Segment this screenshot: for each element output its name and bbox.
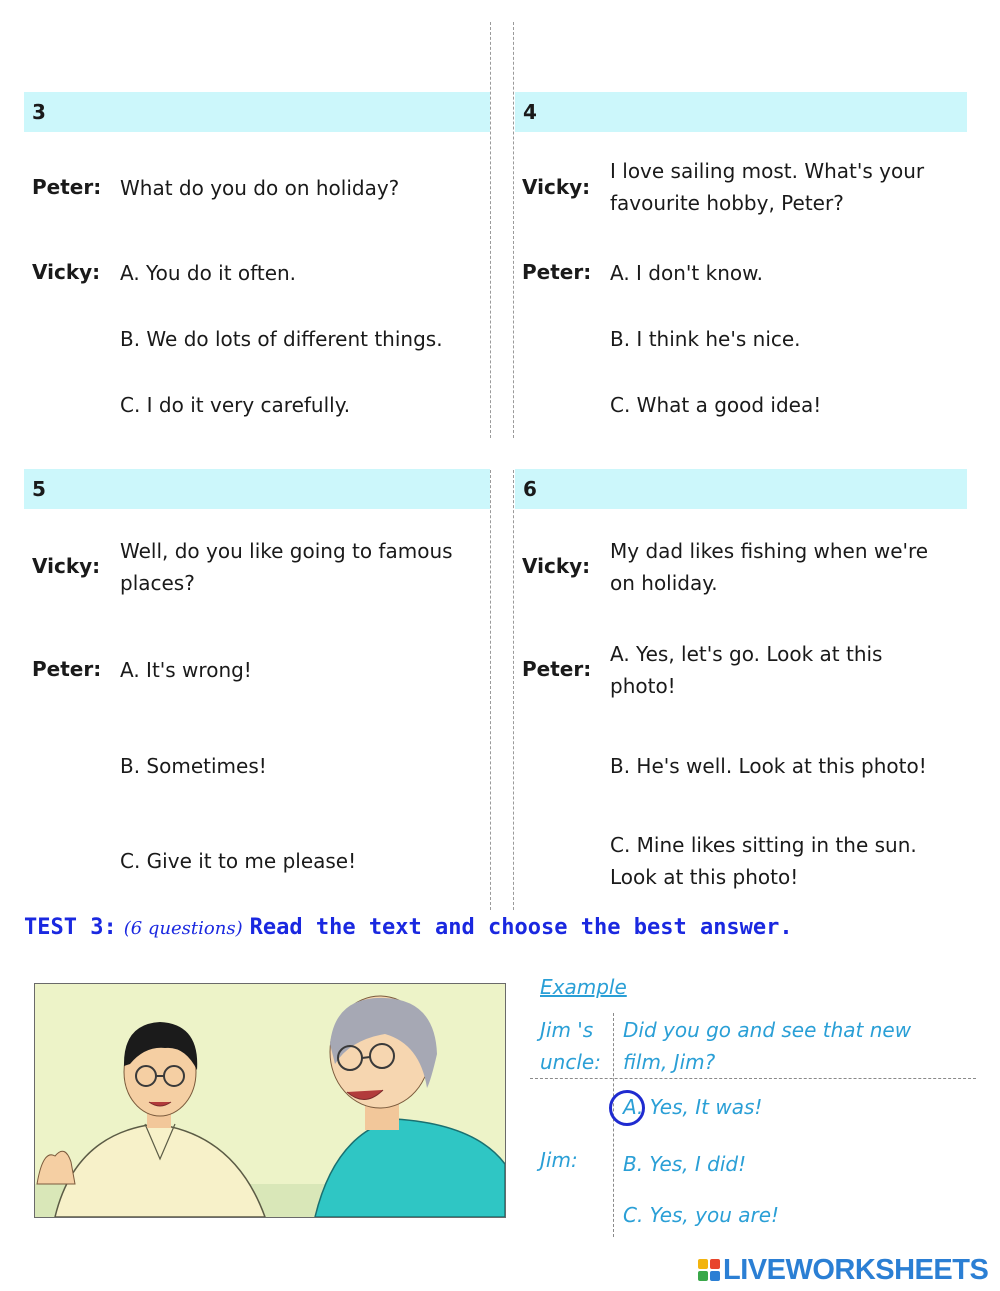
question-number: 3: [32, 100, 46, 124]
option-c-line1[interactable]: C. Mine likes sitting in the sun.: [610, 833, 917, 857]
option-b[interactable]: B. I think he's nice.: [610, 327, 801, 351]
example-speaker-line1: Jim 's: [540, 1018, 594, 1042]
logo-mark-icon: [698, 1259, 720, 1281]
example-option-c: C. Yes, you are!: [623, 1203, 780, 1227]
question-5-header: [24, 469, 490, 509]
prompt-text-line2: on holiday.: [610, 571, 718, 595]
liveworksheets-logo[interactable]: [698, 1254, 988, 1286]
test-label: TEST 3:: [24, 915, 117, 940]
option-a-line1[interactable]: A. Yes, let's go. Look at this: [610, 642, 883, 666]
selected-answer-circle: [609, 1090, 645, 1126]
prompt-speaker: Peter:: [32, 175, 102, 199]
prompt-speaker: Vicky:: [522, 554, 591, 578]
prompt-speaker: Vicky:: [32, 554, 101, 578]
question-number: 6: [523, 477, 537, 501]
prompt-text-line2: places?: [120, 571, 195, 595]
option-b[interactable]: B. Sometimes!: [120, 754, 267, 778]
prompt-text: What do you do on holiday?: [120, 176, 400, 200]
example-divider: [530, 1078, 976, 1079]
example-option-b: B. Yes, I did!: [623, 1152, 747, 1176]
example-question-line1: Did you go and see that new: [623, 1018, 912, 1042]
test-3-title: [24, 910, 793, 947]
example-speaker-line2: uncle:: [540, 1050, 601, 1074]
example-option-a-letter: A.: [623, 1095, 644, 1119]
column-divider: [490, 22, 491, 438]
option-b[interactable]: B. He's well. Look at this photo!: [610, 754, 927, 778]
question-6-header: [515, 469, 967, 509]
question-3-header: [24, 92, 490, 132]
prompt-text-line1: Well, do you like going to famous: [120, 539, 453, 563]
option-a[interactable]: A. It's wrong!: [120, 658, 252, 682]
column-divider: [513, 22, 514, 438]
option-c[interactable]: C. I do it very carefully.: [120, 393, 351, 417]
question-number: 5: [32, 477, 46, 501]
prompt-speaker: Vicky:: [522, 175, 591, 199]
answer-speaker: Peter:: [522, 657, 592, 681]
answer-speaker: Peter:: [522, 260, 592, 284]
option-b[interactable]: B. We do lots of different things.: [120, 327, 443, 351]
answer-speaker: Peter:: [32, 657, 102, 681]
boy-and-uncle-illustration: [35, 984, 505, 1217]
option-a[interactable]: A. You do it often.: [120, 261, 297, 285]
question-number: 4: [523, 100, 537, 124]
option-c[interactable]: C. Give it to me please!: [120, 849, 357, 873]
question-count: (6 questions): [123, 918, 243, 939]
question-4-header: [515, 92, 967, 132]
column-divider: [490, 470, 491, 910]
option-c-line2[interactable]: Look at this photo!: [610, 865, 799, 889]
test-instruction: Read the text and choose the best answer.: [249, 915, 793, 940]
example-question-line2: film, Jim?: [623, 1050, 716, 1074]
prompt-text-line1: My dad likes fishing when we're: [610, 539, 929, 563]
example-divider: [613, 1013, 614, 1237]
brand-name: LIVEWORKSHEETS: [723, 1253, 989, 1286]
illustration: [34, 983, 506, 1218]
prompt-text-line1: I love sailing most. What's your: [610, 159, 925, 183]
option-a[interactable]: A. I don't know.: [610, 261, 763, 285]
example-heading: Example: [540, 975, 627, 999]
option-c[interactable]: C. What a good idea!: [610, 393, 822, 417]
example-option-a-text: Yes, It was!: [649, 1095, 763, 1119]
column-divider: [513, 470, 514, 910]
option-a-line2[interactable]: photo!: [610, 674, 676, 698]
answer-speaker: Vicky:: [32, 260, 101, 284]
example-speaker-jim: Jim:: [540, 1148, 578, 1172]
prompt-text-line2: favourite hobby, Peter?: [610, 191, 844, 215]
